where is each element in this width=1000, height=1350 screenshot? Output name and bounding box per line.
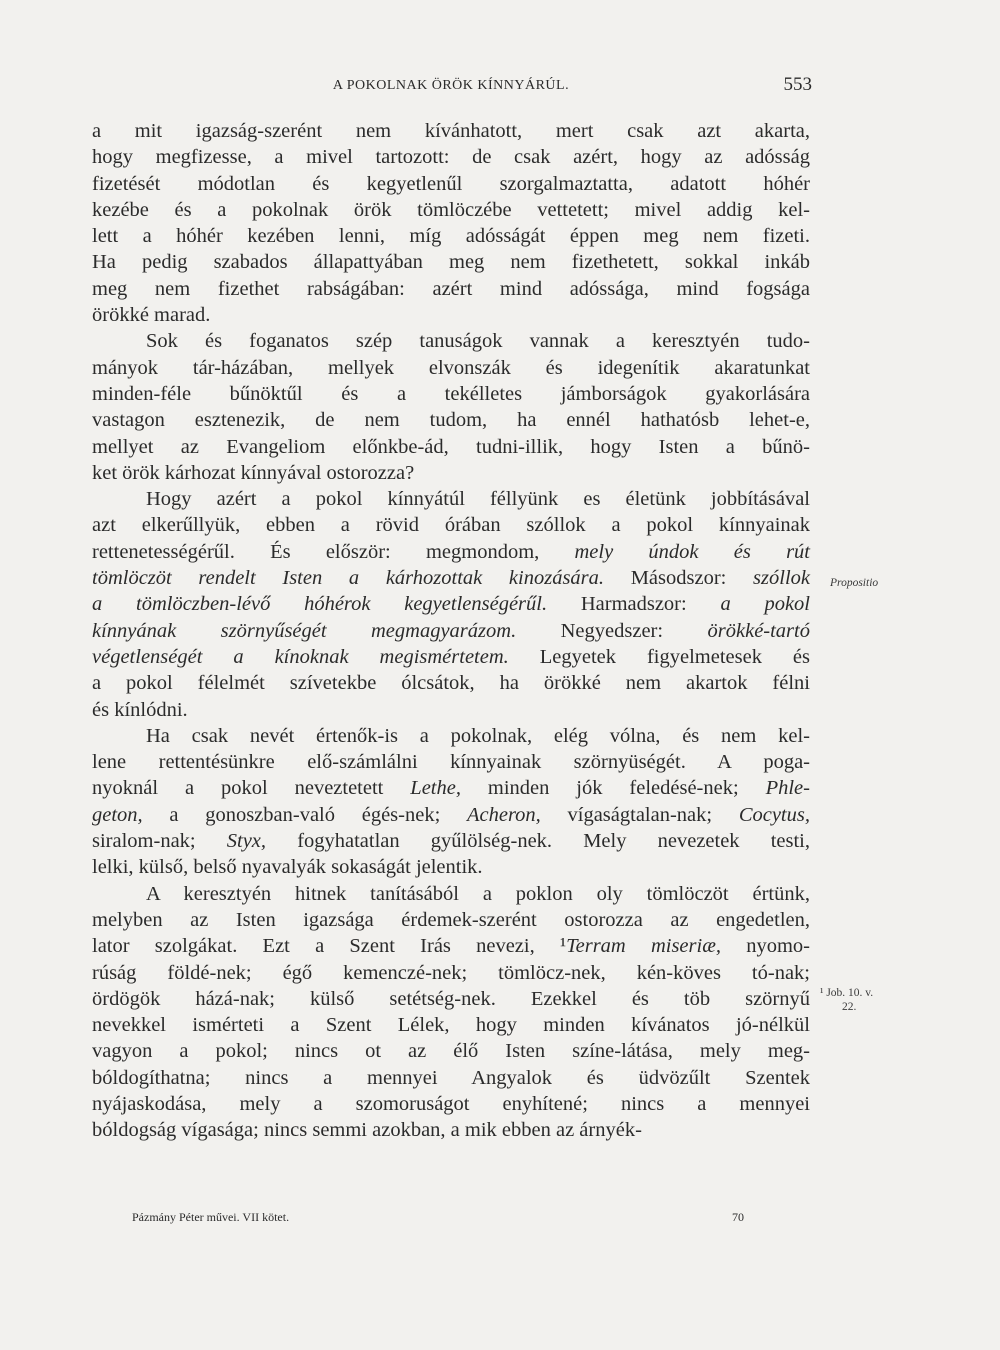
page-footer bbox=[92, 1210, 810, 1228]
text-span: Hogy azért a pokol kínnyátúl féllyünk es életünk jobbításával bbox=[146, 488, 810, 511]
text-line bbox=[92, 802, 810, 828]
text-line bbox=[92, 960, 810, 986]
text-line bbox=[92, 1091, 810, 1117]
text-line bbox=[92, 197, 810, 223]
text-line bbox=[92, 1117, 810, 1143]
body-text bbox=[92, 118, 810, 1144]
text-line bbox=[92, 854, 810, 880]
text-span: Sok és foganatos szép tanuságok vannak a keresztyén tudo- bbox=[146, 330, 810, 353]
italic-span: kínnyának szörnyűségét megmagyarázom. bbox=[92, 619, 517, 642]
text-span: Harmadszor: bbox=[547, 593, 721, 616]
text-span: vastagon esztenezik, de nem tudom, ha ennél hathatósb lehet-e, bbox=[92, 409, 810, 432]
text-span: ket örök kárhozat kínnyával ostorozza? bbox=[92, 461, 415, 484]
text-span: ördögök házá-nak; külső setétség-nek. Ezekkel és töb szörnyű bbox=[92, 987, 810, 1010]
text-span: siralom-nak; bbox=[92, 830, 227, 853]
text-line bbox=[92, 775, 810, 801]
text-span: a mit igazság-szerént nem kívánhatott, mert csak azt akarta, bbox=[92, 120, 810, 142]
text-span: és kínlódni. bbox=[92, 698, 188, 721]
text-span: rúság földé-nek; égő kemenczé-nek; tömlöcz-nek, kén-köves tó-nak; bbox=[92, 961, 810, 984]
text-span: a pokol félelmét szívetekbe ólcsátok, ha örökké nem akartok félni bbox=[92, 672, 810, 695]
text-line bbox=[92, 881, 810, 907]
text-span: rettenetességérűl. És először: megmondom, bbox=[92, 540, 575, 563]
text-line bbox=[92, 1012, 810, 1038]
italic-span: a tömlöczben-lévő hóhérok kegyetlenségérűl. bbox=[92, 593, 548, 616]
text-span: lator szolgákat. Ezt a Szent Irás nevezi, ¹ bbox=[92, 935, 567, 958]
text-line bbox=[92, 907, 810, 933]
text-span: bóldogíthatna; nincs a mennyei Angyalok és üdvözűlt Szentek bbox=[92, 1066, 810, 1089]
text-line bbox=[92, 723, 810, 749]
text-span: örökké marad. bbox=[92, 304, 211, 327]
text-line bbox=[92, 276, 810, 302]
text-line bbox=[92, 407, 810, 433]
text-span: Ha csak nevét értenők-is a pokolnak, elég vólna, és nem kel- bbox=[146, 724, 810, 747]
text-span: lelki, külső, belső nyavalyák sokaságát jelentik. bbox=[92, 856, 483, 879]
italic-span: geton, bbox=[92, 803, 143, 826]
text-span: lett a hóhér kezében lenni, míg adósságát éppen meg nem fizeti. bbox=[92, 225, 810, 248]
text-line bbox=[92, 486, 810, 512]
italic-span: a pokol bbox=[720, 593, 810, 616]
text-span: Másodszor: bbox=[604, 567, 754, 590]
footer-signature: Pázmány Péter művei. VII kötet. bbox=[132, 1210, 290, 1224]
text-line bbox=[92, 118, 810, 144]
text-line bbox=[92, 144, 810, 170]
text-line bbox=[92, 618, 810, 644]
text-span: vagyon a pokol; nincs ot az élő Isten színe-látása, mely meg- bbox=[92, 1040, 810, 1063]
text-line bbox=[92, 670, 810, 696]
text-span: nyájaskodása, mely a szomoruságot enyhítené; nincs a mennyei bbox=[92, 1092, 810, 1115]
text-span: a gonoszban-való égés-nek; bbox=[142, 803, 467, 826]
text-span: vígaságtalan-nak; bbox=[540, 803, 739, 826]
text-span: hogy megfizesse, a mivel tartozott: de csak azért, hogy az adósság bbox=[92, 146, 810, 169]
text-span: nyoknál a pokol neveztetett bbox=[92, 777, 411, 800]
text-span: Legyetek figyelmetesek és bbox=[508, 645, 810, 668]
running-head bbox=[90, 74, 812, 98]
running-title: A POKOLNAK ÖRÖK KÍNNYÁRÚL. bbox=[332, 78, 570, 93]
text-span: Negyedszer: bbox=[516, 619, 708, 642]
text-line bbox=[92, 828, 810, 854]
text-line bbox=[92, 933, 810, 959]
italic-span: szóllok bbox=[753, 567, 810, 590]
text-span: mellyet az Evangeliom előnkbe-ád, tudni-illik, hogy Isten a bűnö- bbox=[92, 435, 810, 458]
text-span: melyben az Isten igazsága érdemek-szerént ostorozza az engedetlen, bbox=[92, 908, 810, 931]
text-line bbox=[92, 512, 810, 538]
text-line bbox=[92, 223, 810, 249]
text-span: mányok tár-házában, mellyek elvonszák és idegenítik akaratunkat bbox=[92, 356, 810, 379]
sidenote-job-line1: ¹ Job. 10. v. bbox=[820, 987, 874, 999]
text-span: lene rettentésünkre elő-számlálni kínnyainak szörnyüségét. A poga- bbox=[92, 751, 810, 774]
text-span: minden jók feledésé-nek; bbox=[460, 777, 766, 800]
sidenote-job-line2: 22. bbox=[842, 1001, 857, 1013]
text-line bbox=[92, 328, 810, 354]
sidenote-job-reference bbox=[820, 986, 910, 1014]
text-line bbox=[92, 249, 810, 275]
italic-span: Styx, bbox=[226, 830, 267, 853]
text-line bbox=[92, 591, 810, 617]
text-line bbox=[92, 171, 810, 197]
text-line bbox=[92, 460, 810, 486]
italic-span: mely úndok és rút bbox=[574, 540, 810, 563]
text-line bbox=[92, 644, 810, 670]
text-span: kezébe és a pokolnak örök tömlöczébe vettetett; mivel addig kel- bbox=[92, 198, 810, 221]
text-line bbox=[92, 381, 810, 407]
text-line bbox=[92, 697, 810, 723]
italic-span: örökké-tartó bbox=[707, 619, 810, 642]
text-span: nevekkel ismérteti a Szent Lélek, hogy minden kívánatos jó-nélkül bbox=[92, 1014, 810, 1037]
text-span: fogyhatatlan gyűlölség-nek. Mely nevezetek testi, bbox=[266, 830, 810, 853]
text-span: meg nem fizethet rabságában: azért mind adóssága, mind fogsága bbox=[92, 277, 810, 300]
italic-span: végetlenségét a kínoknak megismértetem. bbox=[92, 645, 509, 668]
text-line bbox=[92, 986, 810, 1012]
text-span: fizetését módotlan és kegyetlenűl szorgalmaztatta, adatott hóhér bbox=[92, 172, 810, 195]
text-span: minden-féle bűnöktűl és a tekélletes jámborságok gyakorlására bbox=[92, 382, 810, 405]
text-line bbox=[92, 434, 810, 460]
text-line bbox=[92, 749, 810, 775]
italic-span: Lethe, bbox=[410, 777, 461, 800]
text-line bbox=[92, 539, 810, 565]
text-line bbox=[92, 302, 810, 328]
italic-span: Phle- bbox=[765, 777, 810, 800]
footer-sheet-number: 70 bbox=[732, 1210, 744, 1224]
text-span: bóldogság vígasága; nincs semmi azokban, a mik ebben az árnyék- bbox=[92, 1119, 642, 1142]
text-span: nyomo- bbox=[721, 935, 810, 958]
text-line bbox=[92, 355, 810, 381]
text-span: A keresztyén hitnek tanításából a poklon oly tömlöczöt értünk, bbox=[146, 882, 810, 905]
page-number: 553 bbox=[783, 74, 812, 95]
italic-span: Cocytus, bbox=[738, 803, 810, 826]
italic-span: Terram miseriæ, bbox=[566, 935, 721, 958]
text-line bbox=[92, 1065, 810, 1091]
italic-span: Acheron, bbox=[466, 803, 541, 826]
text-line bbox=[92, 565, 810, 591]
sidenote-propositio: Propositio bbox=[830, 577, 879, 589]
text-line bbox=[92, 1038, 810, 1064]
text-span: azt elkerűllyük, ebben a rövid órában szóllok a pokol kínnyainak bbox=[92, 514, 810, 537]
italic-span: tömlöczöt rendelt Isten a kárhozottak kinozására. bbox=[92, 567, 605, 590]
text-span: Ha pedig szabados állapattyában meg nem fizethetett, sokkal inkáb bbox=[92, 251, 810, 274]
